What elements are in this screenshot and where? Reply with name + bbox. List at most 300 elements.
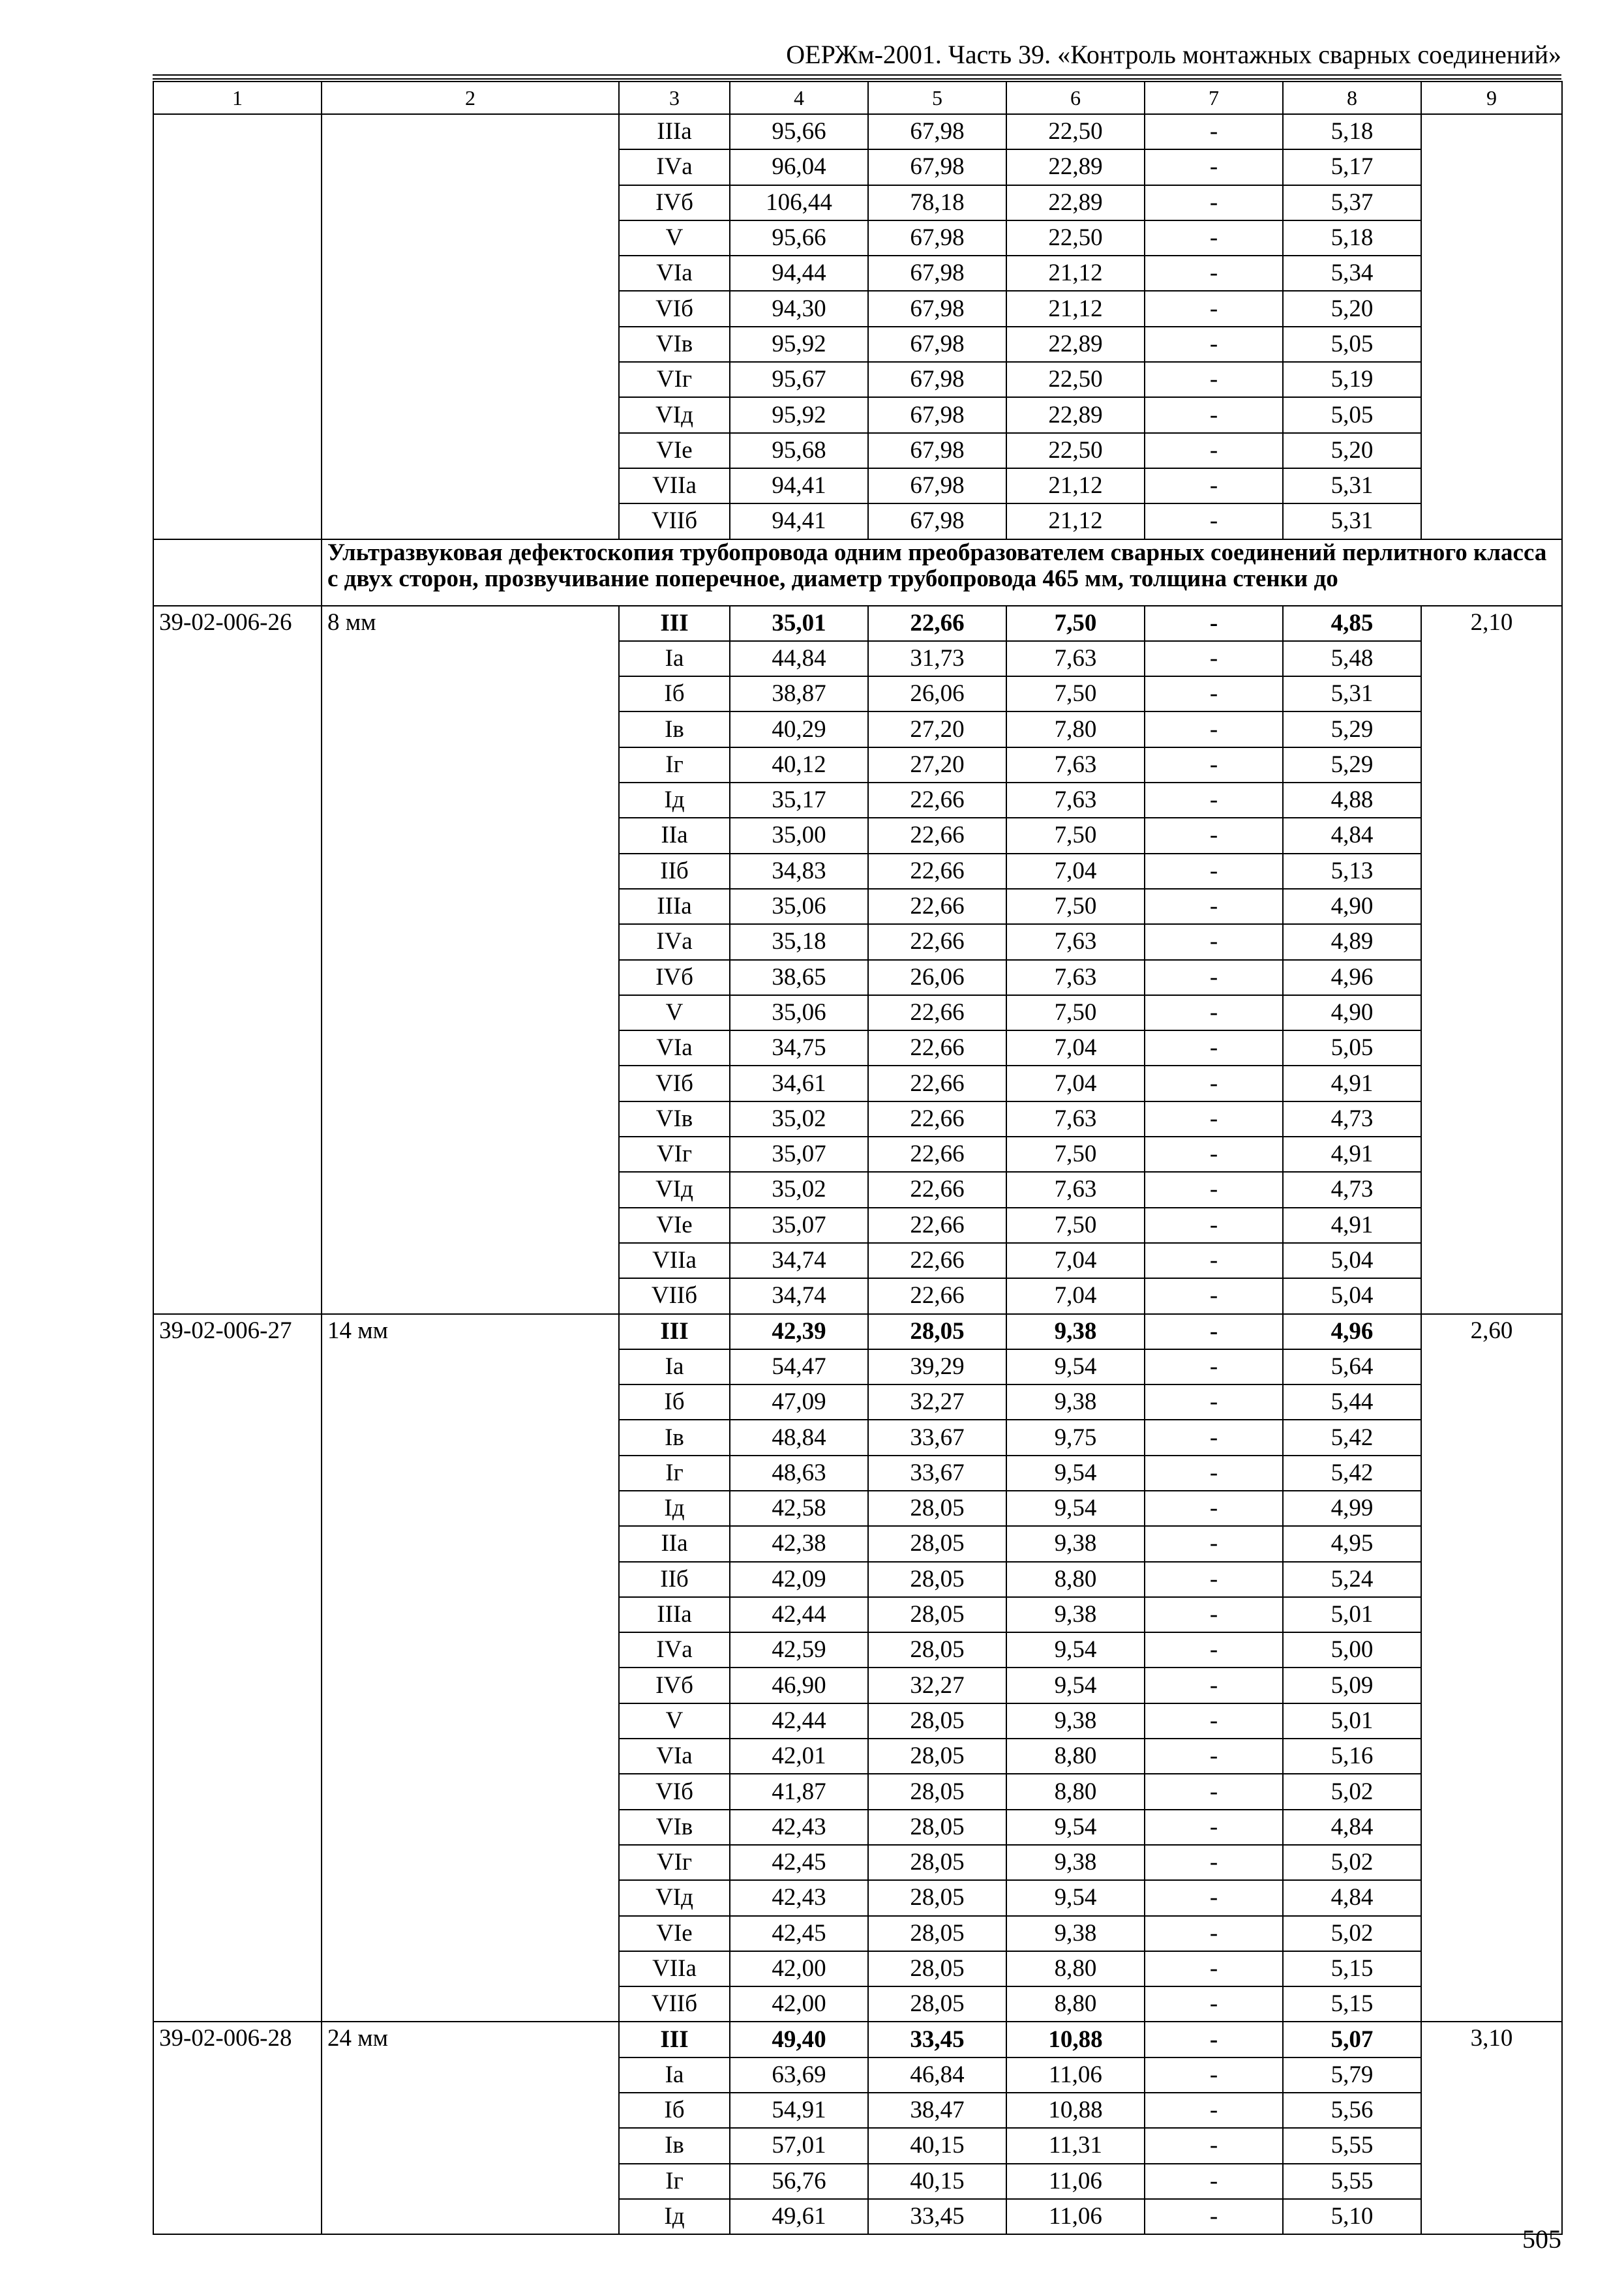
table-cell: 28,05	[868, 1562, 1006, 1597]
table-cell: -	[1145, 327, 1283, 362]
table-cell: 11,06	[1006, 2164, 1145, 2199]
table-cell: 7,63	[1006, 1101, 1145, 1137]
table-cell: -	[1145, 1562, 1283, 1597]
table-cell: 22,66	[868, 854, 1006, 889]
table-cell: 95,68	[730, 433, 868, 468]
table-cell: Iв	[619, 1420, 730, 1455]
table-cell: 8,80	[1006, 1774, 1145, 1809]
table-cell: 56,76	[730, 2164, 868, 2199]
column-number: 8	[1283, 82, 1421, 114]
table-cell: IVа	[619, 1632, 730, 1668]
column-number: 3	[619, 82, 730, 114]
table-cell: 40,15	[868, 2164, 1006, 2199]
table-cell: VIг	[619, 362, 730, 397]
table-cell: 22,66	[868, 995, 1006, 1030]
table-cell: 9,54	[1006, 1668, 1145, 1703]
table-cell: VIIб	[619, 1986, 730, 2022]
table-cell: 4,96	[1283, 960, 1421, 995]
table-cell: 42,00	[730, 1986, 868, 2022]
table-cell: 42,45	[730, 1916, 868, 1951]
column-number: 9	[1421, 82, 1562, 114]
table-cell: 33,45	[868, 2199, 1006, 2234]
table-cell: 5,48	[1283, 641, 1421, 676]
table-cell: VIе	[619, 433, 730, 468]
table-cell: Iб	[619, 1384, 730, 1420]
table-cell: 38,65	[730, 960, 868, 995]
table-cell: IIб	[619, 1562, 730, 1597]
table-cell: 35,02	[730, 1101, 868, 1137]
table-cell: IVб	[619, 960, 730, 995]
table-cell: 4,99	[1283, 1491, 1421, 1526]
table-cell: 22,89	[1006, 149, 1145, 185]
table-cell: 42,43	[730, 1810, 868, 1845]
table-cell: -	[1145, 433, 1283, 468]
table-cell: -	[1145, 818, 1283, 853]
coefficient: 3,10	[1421, 2022, 1562, 2234]
table-cell: 9,38	[1006, 1916, 1145, 1951]
table-cell: 67,98	[868, 291, 1006, 326]
table-cell: 5,37	[1283, 185, 1421, 220]
table-cell: 35,02	[730, 1172, 868, 1207]
table-cell: -	[1145, 1420, 1283, 1455]
table-cell: 49,61	[730, 2199, 868, 2234]
table-cell: 7,50	[1006, 889, 1145, 924]
table-cell: 22,66	[868, 1030, 1006, 1066]
table-cell: -	[1145, 854, 1283, 889]
table-cell: 35,18	[730, 924, 868, 959]
table-cell: VIIб	[619, 503, 730, 539]
table-cell: 5,15	[1283, 1951, 1421, 1986]
table-cell: 5,29	[1283, 747, 1421, 783]
table-cell: 94,44	[730, 256, 868, 291]
table-cell: V	[619, 220, 730, 256]
table-cell: 9,54	[1006, 1632, 1145, 1668]
table-cell: 7,63	[1006, 747, 1145, 783]
table-cell: 9,38	[1006, 1703, 1145, 1739]
table-cell: 54,47	[730, 1349, 868, 1384]
table-cell: 67,98	[868, 327, 1006, 362]
table-cell: 9,54	[1006, 1456, 1145, 1491]
table-cell: 9,54	[1006, 1491, 1145, 1526]
table-cell: 28,05	[868, 1845, 1006, 1880]
table-cell: 4,84	[1283, 1880, 1421, 1915]
column-number: 6	[1006, 82, 1145, 114]
table-cell: 5,42	[1283, 1456, 1421, 1491]
table-cell: 28,05	[868, 1703, 1006, 1739]
table-cell: 38,47	[868, 2093, 1006, 2128]
table-cell: V	[619, 1703, 730, 1739]
table-cell: 22,50	[1006, 114, 1145, 149]
table-cell: 44,84	[730, 641, 868, 676]
table-cell: 22,89	[1006, 185, 1145, 220]
table-cell: -	[1145, 889, 1283, 924]
table-cell: 67,98	[868, 220, 1006, 256]
table-cell: 5,17	[1283, 149, 1421, 185]
table-cell: -	[1145, 1172, 1283, 1207]
coefficient: 2,60	[1421, 1314, 1562, 2022]
table-cell: 4,84	[1283, 818, 1421, 853]
table-cell: 5,04	[1283, 1278, 1421, 1313]
table-cell: 5,02	[1283, 1774, 1421, 1809]
table-cell: VIд	[619, 397, 730, 432]
table-cell: 95,67	[730, 362, 868, 397]
table-cell: 9,38	[1006, 1314, 1145, 1349]
table-cell: Iд	[619, 1491, 730, 1526]
table-cell: 7,04	[1006, 1066, 1145, 1101]
table-cell: 67,98	[868, 149, 1006, 185]
table-cell: 22,66	[868, 783, 1006, 818]
table-cell: VIв	[619, 1101, 730, 1137]
table-cell: 7,80	[1006, 711, 1145, 747]
table-cell: V	[619, 995, 730, 1030]
table-cell: 8,80	[1006, 1951, 1145, 1986]
table-cell: 22,89	[1006, 327, 1145, 362]
table-cell: 35,01	[730, 606, 868, 641]
table-cell: 95,66	[730, 220, 868, 256]
table-cell: -	[1145, 397, 1283, 432]
table-cell: 4,73	[1283, 1101, 1421, 1137]
table-cell: 9,54	[1006, 1349, 1145, 1384]
table-cell: VIг	[619, 1845, 730, 1880]
table-cell: 21,12	[1006, 503, 1145, 539]
table-row	[153, 114, 1562, 149]
table-cell: 28,05	[868, 1491, 1006, 1526]
table-cell: 67,98	[868, 503, 1006, 539]
table-cell: 7,63	[1006, 641, 1145, 676]
table-cell: 4,91	[1283, 1137, 1421, 1172]
table-cell: -	[1145, 1349, 1283, 1384]
table-cell: VIе	[619, 1208, 730, 1243]
section-title: Ультразвуковая дефектоскопия трубопровода одним преобразователем сварных соединений перлитного класса с двух сторон, прозвучивание поперечное, диаметр трубопровода 465 мм, толщина стенки до	[322, 539, 1562, 606]
table-cell: 4,90	[1283, 889, 1421, 924]
table-cell: -	[1145, 1880, 1283, 1915]
table-cell: 5,09	[1283, 1668, 1421, 1703]
table-cell: 7,63	[1006, 1172, 1145, 1207]
table-cell: 67,98	[868, 468, 1006, 503]
table-cell: 32,27	[868, 1668, 1006, 1703]
table-cell: 7,04	[1006, 1278, 1145, 1313]
table-cell: 27,20	[868, 747, 1006, 783]
table-cell: -	[1145, 2022, 1283, 2057]
table-cell: -	[1145, 1774, 1283, 1809]
table-cell: -	[1145, 1810, 1283, 1845]
table-cell: 22,50	[1006, 362, 1145, 397]
coef-cell-empty	[1421, 114, 1562, 539]
table-cell: 22,66	[868, 1172, 1006, 1207]
table-cell: 5,10	[1283, 2199, 1421, 2234]
table-cell: Iд	[619, 2199, 730, 2234]
table-cell: 5,64	[1283, 1349, 1421, 1384]
table-cell: 34,74	[730, 1278, 868, 1313]
table-cell: -	[1145, 606, 1283, 641]
table-cell: 67,98	[868, 256, 1006, 291]
table-cell: 35,06	[730, 889, 868, 924]
table-cell: 7,63	[1006, 924, 1145, 959]
table-cell: -	[1145, 1208, 1283, 1243]
running-header: ОЕРЖм-2001. Часть 39. «Контроль монтажных сварных соединений»	[786, 40, 1561, 69]
table-cell: 5,20	[1283, 291, 1421, 326]
table-cell: Iа	[619, 641, 730, 676]
table-cell: -	[1145, 1384, 1283, 1420]
table-cell: 7,04	[1006, 1243, 1145, 1278]
table-cell: 4,96	[1283, 1314, 1421, 1349]
table-cell: -	[1145, 1491, 1283, 1526]
table-cell: 22,66	[868, 1137, 1006, 1172]
table-cell: 47,09	[730, 1384, 868, 1420]
thickness-cell-empty	[322, 114, 619, 539]
table-cell: 22,66	[868, 1278, 1006, 1313]
table-cell: -	[1145, 1243, 1283, 1278]
table-cell: VIе	[619, 1916, 730, 1951]
table-cell: IIIа	[619, 114, 730, 149]
table-cell: VIд	[619, 1880, 730, 1915]
table-cell: 48,84	[730, 1420, 868, 1455]
table-cell: 5,18	[1283, 114, 1421, 149]
table-cell: Iа	[619, 1349, 730, 1384]
table-cell: 5,16	[1283, 1739, 1421, 1774]
table-cell: 42,44	[730, 1597, 868, 1632]
table-cell: 63,69	[730, 2057, 868, 2093]
table-cell: 28,05	[868, 1986, 1006, 2022]
table-cell: 54,91	[730, 2093, 868, 2128]
table-cell: 41,87	[730, 1774, 868, 1809]
table-cell: 9,38	[1006, 1384, 1145, 1420]
table-cell: 5,00	[1283, 1632, 1421, 1668]
table-cell: -	[1145, 1632, 1283, 1668]
table-cell: 28,05	[868, 1526, 1006, 1561]
table-cell: 35,06	[730, 995, 868, 1030]
column-number: 2	[322, 82, 619, 114]
column-number: 7	[1145, 82, 1283, 114]
table-cell: 4,85	[1283, 606, 1421, 641]
table-cell: 35,07	[730, 1137, 868, 1172]
table-cell: 21,12	[1006, 256, 1145, 291]
table-cell: 7,50	[1006, 995, 1145, 1030]
table-cell: 5,29	[1283, 711, 1421, 747]
table-cell: 35,07	[730, 1208, 868, 1243]
table-cell: VIб	[619, 1774, 730, 1809]
table-cell: -	[1145, 1456, 1283, 1491]
table-cell: 67,98	[868, 397, 1006, 432]
table-cell: Iв	[619, 711, 730, 747]
column-number: 5	[868, 82, 1006, 114]
table-cell: 5,24	[1283, 1562, 1421, 1597]
table-cell: 22,66	[868, 1066, 1006, 1101]
rate-code: 39-02-006-26	[153, 606, 322, 1314]
table-cell: 4,91	[1283, 1066, 1421, 1101]
table-cell: IVб	[619, 1668, 730, 1703]
table-cell: -	[1145, 1986, 1283, 2022]
table-cell: 42,43	[730, 1880, 868, 1915]
table-cell: 5,20	[1283, 433, 1421, 468]
table-cell: 95,92	[730, 327, 868, 362]
table-cell: Iв	[619, 2128, 730, 2163]
table-cell: -	[1145, 641, 1283, 676]
table-cell: Iб	[619, 676, 730, 711]
table-cell: Iг	[619, 747, 730, 783]
table-cell: 106,44	[730, 185, 868, 220]
table-cell: 22,66	[868, 889, 1006, 924]
table-cell: -	[1145, 362, 1283, 397]
table-cell: 4,89	[1283, 924, 1421, 959]
table-cell: -	[1145, 1101, 1283, 1137]
table-cell: 26,06	[868, 676, 1006, 711]
table-cell: -	[1145, 1526, 1283, 1561]
table-cell: 5,79	[1283, 2057, 1421, 2093]
table-cell: 5,13	[1283, 854, 1421, 889]
table-cell: -	[1145, 995, 1283, 1030]
table-cell: 5,07	[1283, 2022, 1421, 2057]
table-cell: -	[1145, 1668, 1283, 1703]
table-cell: 67,98	[868, 362, 1006, 397]
table-cell: -	[1145, 711, 1283, 747]
table-cell: IIа	[619, 818, 730, 853]
column-number-row	[153, 82, 1562, 114]
table-cell: 5,02	[1283, 1916, 1421, 1951]
table-cell: 57,01	[730, 2128, 868, 2163]
table-cell: 42,38	[730, 1526, 868, 1561]
table-cell: 5,31	[1283, 468, 1421, 503]
table-cell: 9,54	[1006, 1880, 1145, 1915]
table-cell: 40,12	[730, 747, 868, 783]
header-rule	[153, 74, 1561, 76]
table-cell: -	[1145, 1951, 1283, 1986]
table-cell: 9,38	[1006, 1526, 1145, 1561]
table-cell: IVб	[619, 185, 730, 220]
table-cell: 7,50	[1006, 676, 1145, 711]
table-cell: -	[1145, 676, 1283, 711]
table-cell: 33,67	[868, 1456, 1006, 1491]
coefficient: 2,10	[1421, 606, 1562, 1314]
table-body	[153, 82, 1562, 2234]
table-cell: 46,84	[868, 2057, 1006, 2093]
table-cell: IIIа	[619, 1597, 730, 1632]
table-cell: 28,05	[868, 1597, 1006, 1632]
table-cell: VIв	[619, 327, 730, 362]
table-cell: 5,05	[1283, 327, 1421, 362]
table-cell: 39,29	[868, 1349, 1006, 1384]
table-cell: 32,27	[868, 1384, 1006, 1420]
table-cell: Iг	[619, 1456, 730, 1491]
section-code-empty	[153, 539, 322, 606]
table-cell: III	[619, 2022, 730, 2057]
table-cell: 42,39	[730, 1314, 868, 1349]
table-cell: 28,05	[868, 1632, 1006, 1668]
table-cell: 22,66	[868, 606, 1006, 641]
column-number: 1	[153, 82, 322, 114]
table-cell: -	[1145, 1916, 1283, 1951]
table-cell: 8,80	[1006, 1986, 1145, 2022]
table-cell: 7,04	[1006, 854, 1145, 889]
table-cell: VIб	[619, 1066, 730, 1101]
table-cell: 94,30	[730, 291, 868, 326]
table-cell: 7,50	[1006, 1208, 1145, 1243]
table-cell: 4,95	[1283, 1526, 1421, 1561]
table-cell: 22,66	[868, 818, 1006, 853]
table-cell: -	[1145, 1066, 1283, 1101]
table-cell: VIIа	[619, 1951, 730, 1986]
table-cell: 42,09	[730, 1562, 868, 1597]
table-cell: 5,34	[1283, 256, 1421, 291]
table-cell: 8,80	[1006, 1739, 1145, 1774]
rate-code: 39-02-006-27	[153, 1314, 322, 2022]
table-cell: 28,05	[868, 1314, 1006, 1349]
table-cell: 5,05	[1283, 397, 1421, 432]
table-cell: 42,58	[730, 1491, 868, 1526]
table-cell: 78,18	[868, 185, 1006, 220]
table-cell: 33,45	[868, 2022, 1006, 2057]
table-cell: 11,06	[1006, 2057, 1145, 2093]
table-cell: VIIа	[619, 468, 730, 503]
wall-thickness: 24 мм	[322, 2022, 619, 2234]
table-cell: -	[1145, 256, 1283, 291]
table-cell: 5,31	[1283, 676, 1421, 711]
table-cell: 95,66	[730, 114, 868, 149]
table-cell: -	[1145, 1739, 1283, 1774]
table-cell: 8,80	[1006, 1562, 1145, 1597]
table-cell: 7,50	[1006, 606, 1145, 641]
table-cell: 4,73	[1283, 1172, 1421, 1207]
table-cell: IIа	[619, 1526, 730, 1561]
table-cell: 7,50	[1006, 818, 1145, 853]
table-cell: -	[1145, 2164, 1283, 2199]
table-cell: 67,98	[868, 114, 1006, 149]
table-cell: 48,63	[730, 1456, 868, 1491]
table-cell: -	[1145, 960, 1283, 995]
table-cell: 5,56	[1283, 2093, 1421, 2128]
table-cell: 28,05	[868, 1774, 1006, 1809]
table-cell: -	[1145, 747, 1283, 783]
table-cell: 28,05	[868, 1951, 1006, 1986]
wall-thickness: 14 мм	[322, 1314, 619, 2022]
table-cell: 11,31	[1006, 2128, 1145, 2163]
table-cell: 10,88	[1006, 2093, 1145, 2128]
table-cell: 22,50	[1006, 220, 1145, 256]
table-cell: -	[1145, 185, 1283, 220]
table-cell: 40,29	[730, 711, 868, 747]
table-cell: 5,31	[1283, 503, 1421, 539]
table-cell: IIIа	[619, 889, 730, 924]
table-cell: 7,50	[1006, 1137, 1145, 1172]
table-cell: 5,02	[1283, 1845, 1421, 1880]
table-cell: 35,17	[730, 783, 868, 818]
table-cell: 27,20	[868, 711, 1006, 747]
table-cell: -	[1145, 1278, 1283, 1313]
table-cell: -	[1145, 114, 1283, 149]
table-cell: Iб	[619, 2093, 730, 2128]
table-cell: -	[1145, 1314, 1283, 1349]
table-cell: 34,75	[730, 1030, 868, 1066]
table-cell: 21,12	[1006, 291, 1145, 326]
table-cell: VIIа	[619, 1243, 730, 1278]
table-cell: VIд	[619, 1172, 730, 1207]
header-rule-double	[153, 78, 1561, 80]
table-cell: 5,55	[1283, 2164, 1421, 2199]
table-cell: 5,19	[1283, 362, 1421, 397]
table-cell: 96,04	[730, 149, 868, 185]
table-cell: -	[1145, 783, 1283, 818]
table-cell: 40,15	[868, 2128, 1006, 2163]
table-cell: 10,88	[1006, 2022, 1145, 2057]
table-cell: III	[619, 606, 730, 641]
table-cell: 34,83	[730, 854, 868, 889]
table-cell: IVа	[619, 924, 730, 959]
table-cell: VIг	[619, 1137, 730, 1172]
table-cell: 46,90	[730, 1668, 868, 1703]
table-cell: -	[1145, 2128, 1283, 2163]
table-cell: 9,54	[1006, 1810, 1145, 1845]
table-cell: -	[1145, 2093, 1283, 2128]
